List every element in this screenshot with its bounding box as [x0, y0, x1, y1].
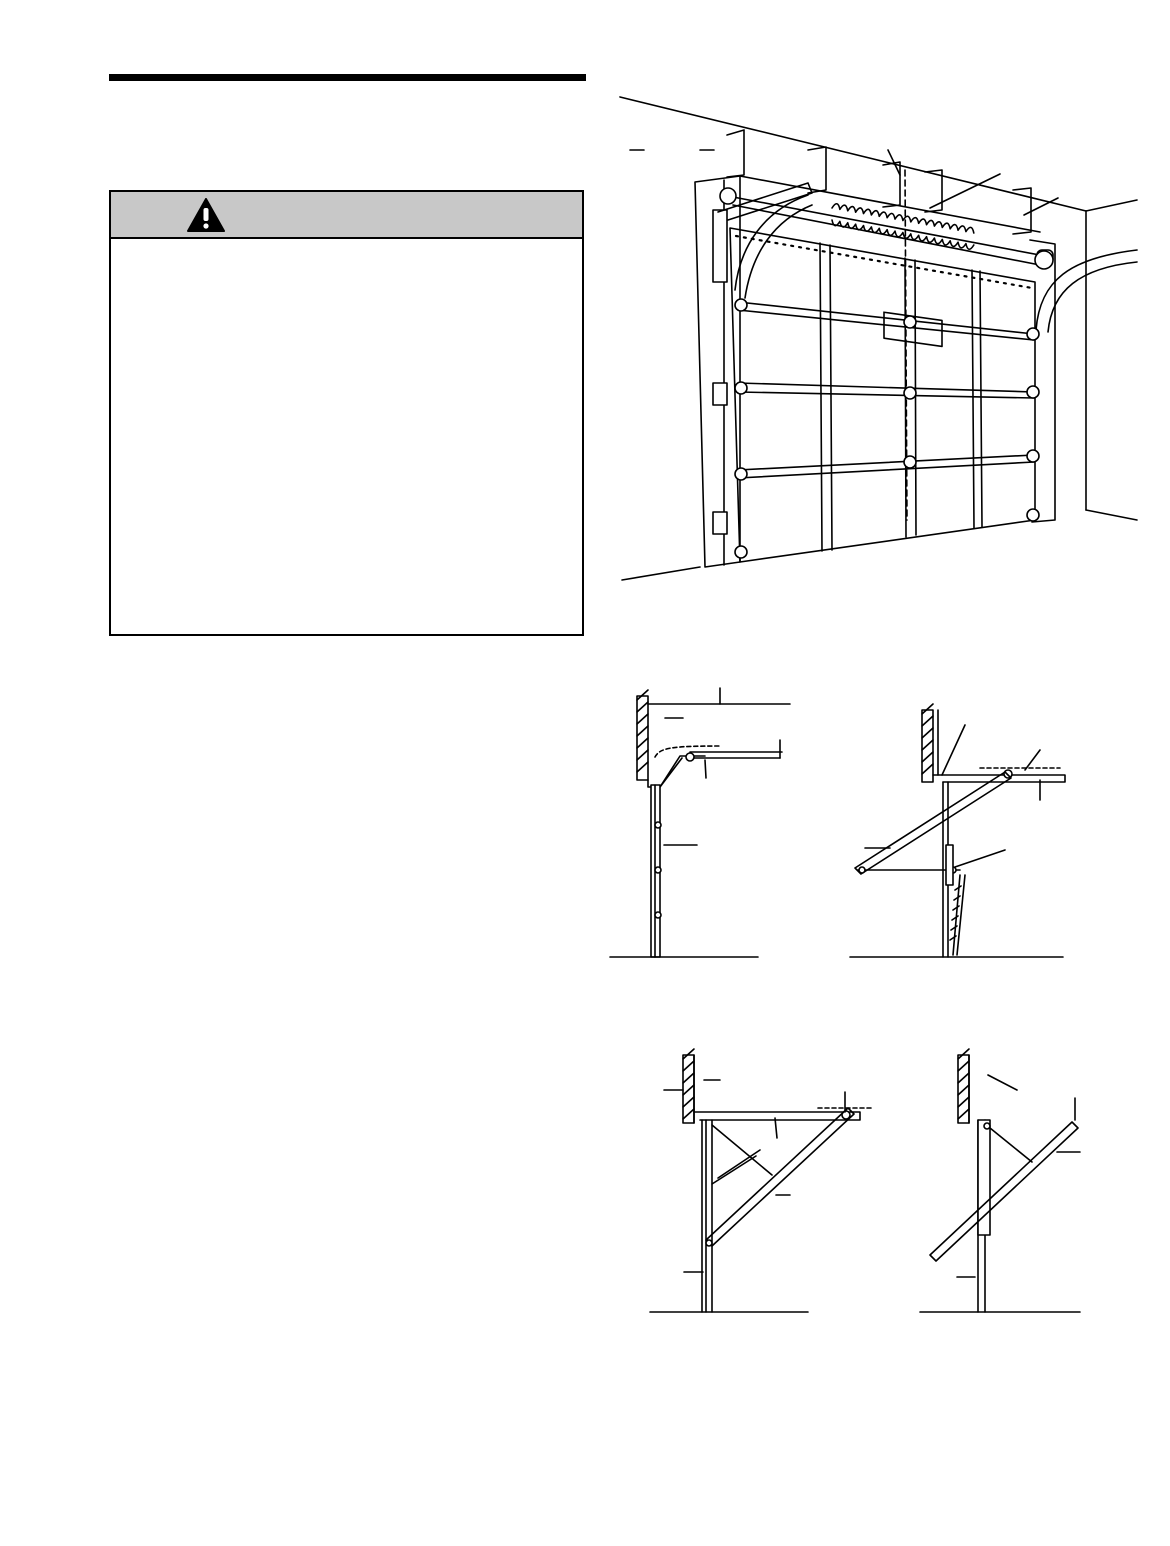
- one-piece-door-jamb-hardware-section: [850, 704, 1065, 957]
- sectional-door-track-section: [610, 688, 790, 957]
- one-piece-door-track-section: [650, 1049, 873, 1312]
- hinges: [735, 299, 1039, 558]
- torsion-spring: [831, 203, 975, 250]
- garage-door-perspective: [620, 97, 1137, 580]
- one-piece-door-pivot-section: [920, 1049, 1080, 1312]
